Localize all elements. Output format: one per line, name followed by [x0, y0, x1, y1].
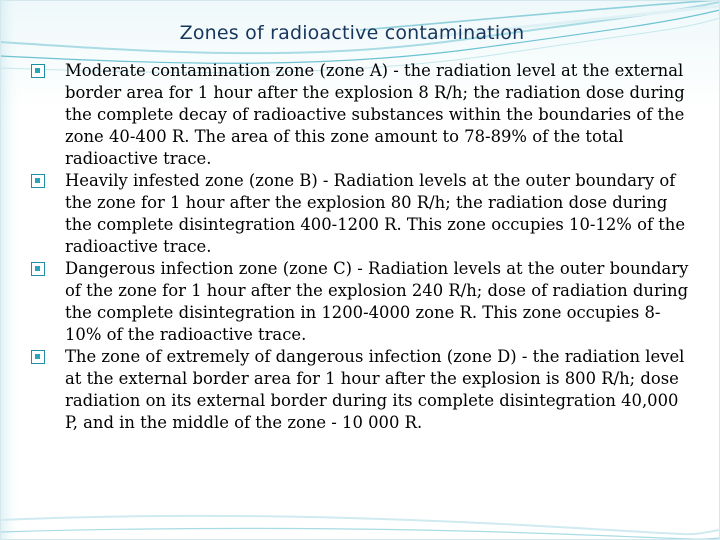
left-edge-shade	[0, 0, 22, 540]
bullet-text: Moderate contamination zone (zone A) - the radiation level at the external border area for 1 hour after the explosion 8 R/h; the radiation dose during the complete decay of radioactive substances within the boundaries of the zone 40-400 R. The area of this zone amount to 78-89% of the total radioactive trace.	[65, 61, 685, 168]
bullet-text: Heavily infested zone (zone B) - Radiation levels at the outer boundary of the zone for 1 hour after the explosion 80 R/h; the radiation dose during the complete disintegration 400-1200 R. This zone occupies 10-12% of the radioactive trace.	[65, 171, 686, 256]
square-bullet-icon	[31, 350, 45, 364]
bullet-item-zone-d	[31, 346, 691, 434]
bullet-list	[31, 60, 691, 434]
bullet-item-zone-b	[31, 170, 691, 258]
bullet-text: The zone of extremely of dangerous infection (zone D) - the radiation level at the external border area for 1 hour after the explosion is 800 R/h; dose radiation on its external border during its complete disintegration 40,000 P, and in the middle of the zone - 10 000 R.	[65, 347, 685, 432]
square-bullet-icon	[31, 174, 45, 188]
square-bullet-icon	[31, 64, 45, 78]
bullet-text: Dangerous infection zone (zone C) - Radiation levels at the outer boundary of the zone for 1 hour after the explosion 240 R/h; dose of radiation during the complete disintegration in 1200-4000 zone R. This zone occupies 8-10% of the radioactive trace.	[65, 259, 689, 344]
slide-title: Zones of radioactive contamination	[179, 22, 525, 44]
bullet-item-zone-c	[31, 258, 691, 346]
square-bullet-icon	[31, 262, 45, 276]
bullet-item-zone-a	[31, 60, 691, 170]
